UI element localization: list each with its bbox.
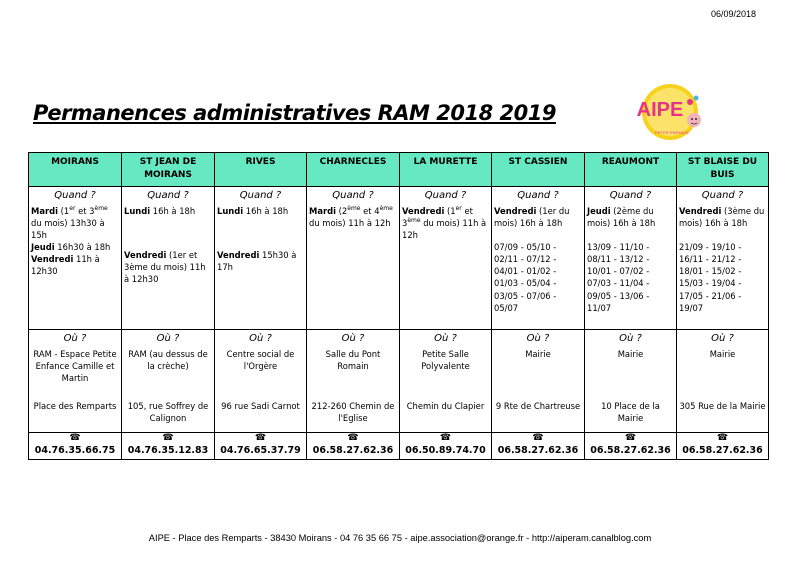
quand-label: Quand ? xyxy=(147,190,189,201)
place-name: Centre social de l'Orgère xyxy=(226,348,295,371)
location-cell-charnecles xyxy=(307,330,400,433)
place-name: Mairie xyxy=(709,348,736,359)
schedule-cell-st-blaise-du-buis: Quand ? Vendredi (3ème du mois) 16h à 18h 21/09 - 19/10 - 16/11 - 21/12 - 18/01 - 15/02 - 15/03 - 19/04 - 17/05 - 21/06 - 19/07 xyxy=(677,187,769,330)
ou-label: Où ? xyxy=(156,333,180,344)
phone-icon: ☎ xyxy=(532,433,544,444)
quand-label: Quand ? xyxy=(239,190,282,201)
ou-label: Où ? xyxy=(711,333,734,344)
phone-icon: ☎ xyxy=(162,433,174,444)
permanences-table xyxy=(28,152,769,460)
col-header-charnecles: CHARNECLES xyxy=(307,153,400,187)
phone-cell-charnecles xyxy=(307,433,400,460)
phone-row xyxy=(29,433,769,460)
address: Chemin du Clapier xyxy=(406,400,485,411)
quand-label: Quand ? xyxy=(517,190,559,201)
quand-label: Quand ? xyxy=(609,190,652,201)
quand-label: Quand ? xyxy=(701,190,744,201)
logo-child-face xyxy=(687,113,701,127)
place-name: Mairie xyxy=(525,348,551,359)
schedule-cell-la-murette: Quand ? Vendredi (1er et 3ème du mois) 11h à 12h xyxy=(400,187,492,330)
col-header-st-cassien: ST CASSIEN xyxy=(492,153,585,187)
phone-number: 06.58.27.62.36 xyxy=(497,445,579,457)
schedule-cell-reaumont: Quand ? Jeudi (2ème du mois) 16h à 18h 13/09 - 11/10 - 08/11 - 13/12 - 10/01 - 07/02 - 07/03 - 11/04 - 09/05 - 13/06 - 11/07 xyxy=(585,187,677,330)
phone-number: 06.58.27.62.36 xyxy=(312,445,394,457)
page-title: Permanences administratives RAM 2018 2019 xyxy=(33,101,556,125)
logo-subtitle: PETITE ENFANCE xyxy=(654,130,690,135)
location-cell-st-jean-de-moirans xyxy=(122,330,215,433)
schedule-cell-charnecles: Quand ? Mardi (2ème et 4ème du mois) 11h à 12h xyxy=(307,187,400,330)
dates-list: 21/09 - 19/10 - 16/11 - 21/12 - 18/01 - 15/02 - 15/03 - 19/04 - 17/05 - 21/06 - 19/07 xyxy=(679,241,742,313)
schedule-cell-st-cassien: Quand ? Vendredi (1er du mois) 16h à 18h 07/09 - 05/10 - 02/11 - 07/12 - 04/01 - 01/02 - 01/03 - 05/04 - 03/05 - 07/06 - 05/07 xyxy=(492,187,585,330)
phone-number: 04.76.35.12.83 xyxy=(127,445,209,457)
place-name: Salle du Pont Romain xyxy=(325,348,381,371)
location-cell-la-murette xyxy=(400,330,492,433)
quand-label: Quand ? xyxy=(332,190,374,201)
address: Place des Remparts xyxy=(33,400,117,411)
phone-icon: ☎ xyxy=(624,433,637,444)
phone-icon: ☎ xyxy=(716,433,729,444)
footer-contact: AIPE - Place des Remparts - 38430 Moirans - 04 76 35 66 75 - aipe.association@orange.fr - http://aiperam.canalblog.com xyxy=(148,533,652,543)
ou-label: Où ? xyxy=(434,333,457,344)
phone-icon: ☎ xyxy=(69,433,81,444)
location-cell-rives xyxy=(215,330,307,433)
ou-label: Où ? xyxy=(619,333,642,344)
place-name: Mairie xyxy=(617,348,644,359)
place-name: RAM (au dessus de la crèche) xyxy=(128,348,208,371)
col-header-st-jean-de-moirans: ST JEAN DE MOIRANS xyxy=(122,153,215,187)
phone-cell-reaumont xyxy=(585,433,677,460)
col-header-rives: RIVES xyxy=(215,153,307,187)
phone-number: 06.50.89.74.70 xyxy=(405,445,486,457)
phone-cell-rives xyxy=(215,433,307,460)
address: 96 rue Sadi Carnot xyxy=(221,400,300,411)
ou-label: Où ? xyxy=(249,333,272,344)
quand-label: Quand ? xyxy=(424,190,467,201)
phone-cell-moirans xyxy=(29,433,122,460)
phone-number: 04.76.35.66.75 xyxy=(34,445,116,457)
quand-label: Quand ? xyxy=(54,190,96,201)
phone-cell-st-blaise-du-buis xyxy=(677,433,769,460)
col-header-la-murette: LA MURETTE xyxy=(400,153,492,187)
location-cell-reaumont xyxy=(585,330,677,433)
phone-cell-la-murette xyxy=(400,433,492,460)
location-row xyxy=(29,330,769,433)
address: 105, rue Soffrey de Calignon xyxy=(127,400,209,423)
header-row xyxy=(29,153,769,187)
phone-icon: ☎ xyxy=(347,433,359,444)
phone-number: 06.58.27.62.36 xyxy=(682,445,763,457)
place-name: Petite Salle Polyvalente xyxy=(421,348,470,371)
dates-list: 13/09 - 11/10 - 08/11 - 13/12 - 10/01 - 07/02 - 07/03 - 11/04 - 09/05 - 13/06 - 11/07 xyxy=(587,241,650,313)
address: 305 Rue de la Mairie xyxy=(679,400,766,411)
location-cell-moirans xyxy=(29,330,122,433)
location-cell-st-blaise-du-buis xyxy=(677,330,769,433)
ou-label: Où ? xyxy=(341,333,365,344)
col-header-st-blaise-du-buis: ST BLAISE DU BUIS xyxy=(677,153,769,187)
aipe-logo xyxy=(622,78,718,142)
address: 9 Rte de Chartreuse xyxy=(495,400,581,411)
col-header-moirans: MOIRANS xyxy=(29,153,122,187)
phone-cell-st-cassien xyxy=(492,433,585,460)
document-date: 06/09/2018 xyxy=(710,9,756,19)
address: 212-260 Chemin de l'Eglise xyxy=(311,400,395,423)
ou-label: Où ? xyxy=(63,333,87,344)
phone-icon: ☎ xyxy=(439,433,452,444)
schedule-row xyxy=(29,187,769,330)
dates-list: 07/09 - 05/10 - 02/11 - 07/12 - 04/01 - 01/02 - 01/03 - 05/04 - 03/05 - 07/06 - 05/07 xyxy=(494,241,557,313)
phone-number: 04.76.65.37.79 xyxy=(220,445,301,457)
phone-cell-st-jean-de-moirans xyxy=(122,433,215,460)
col-header-reaumont: REAUMONT xyxy=(585,153,677,187)
schedule-cell-rives: Quand ? Lundi 16h à 18h Vendredi 15h30 à 17h xyxy=(215,187,307,330)
phone-number: 06.58.27.62.36 xyxy=(590,445,671,457)
location-cell-st-cassien xyxy=(492,330,585,433)
logo-text: AIPE xyxy=(636,99,684,121)
phone-icon: ☎ xyxy=(254,433,267,444)
ou-label: Où ? xyxy=(526,333,550,344)
place-name: RAM - Espace Petite Enfance Camille et Martin xyxy=(33,348,117,383)
address: 10 Place de la Mairie xyxy=(601,400,660,423)
schedule-cell-st-jean-de-moirans: Quand ? Lundi 16h à 18h Vendredi (1er et 3ème du mois) 11h à 12h30 xyxy=(122,187,215,330)
schedule-cell-moirans: Quand ? Mardi (1er et 3ème du mois) 13h30 à 15h Jeudi 16h30 à 18h Vendredi 11h à 12h30 xyxy=(29,187,122,330)
